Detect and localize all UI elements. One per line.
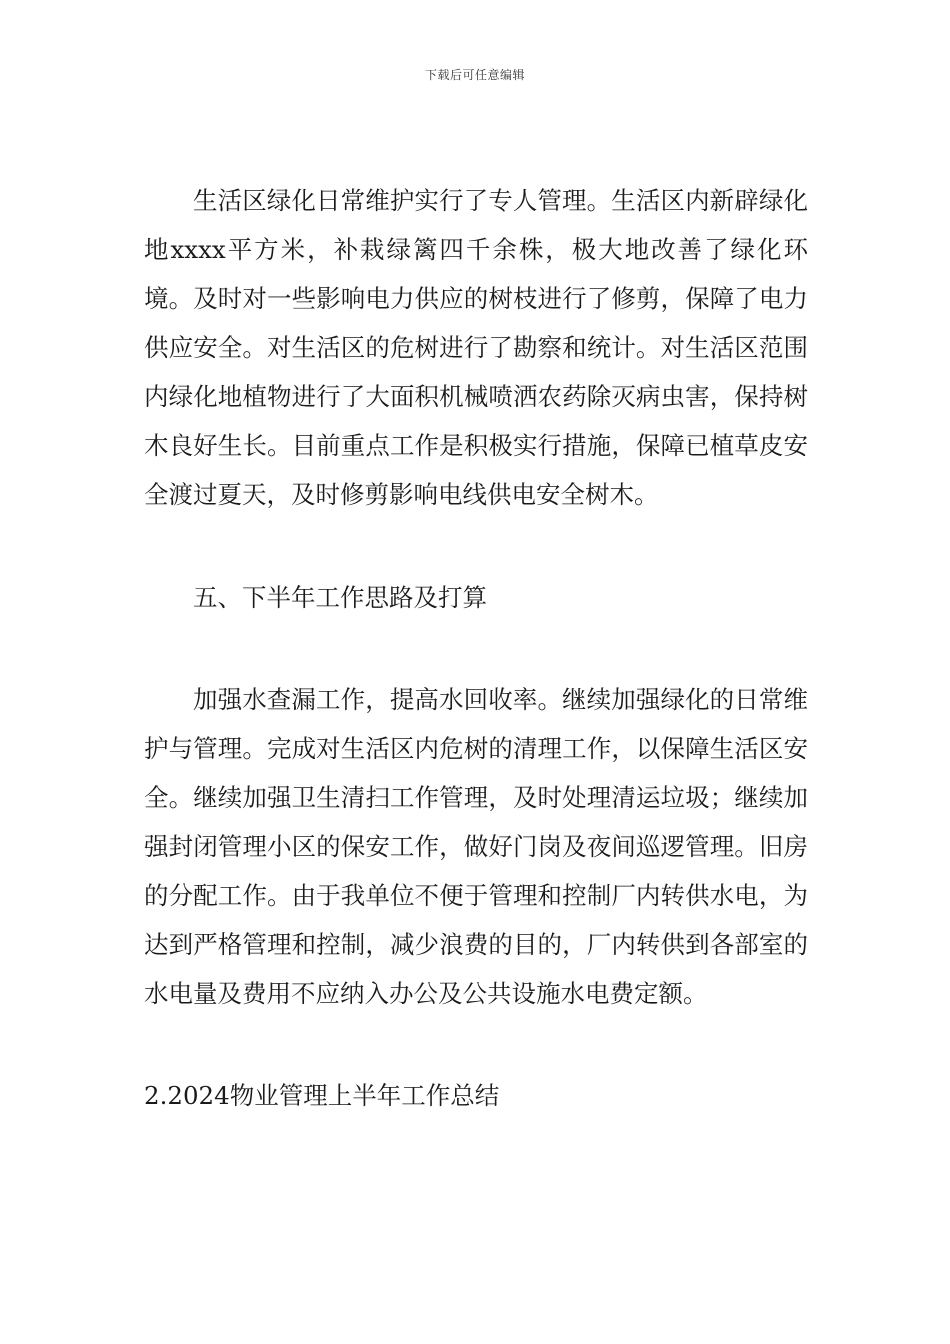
spacer	[144, 519, 808, 573]
section-heading: 五、下半年工作思路及打算	[193, 583, 487, 612]
spacer	[144, 1018, 808, 1071]
paragraph-second-half-plan: 加强水查漏工作，提高水回收率。继续加强绿化的日常维护与管理。完成对生活区内危树的清理工作，以保障生活区安全。继续加强卫生清扫工作管理，及时处理清运垃圾；继续加强封闭管理小区的保安工作，做好门岗及夜间巡逻管理。旧房的分配工作。由于我单位不便于管理和控制厂内转供水电，为达到严格管理和控制，减少浪费的目的，厂内转供到各部室的水电量及费用不应纳入办公及公共设施水电费定额。	[144, 685, 808, 1008]
header-note: 下载后可任意编辑	[424, 68, 525, 82]
document-body	[144, 176, 808, 1120]
paragraph-greening-maintenance: 生活区绿化日常维护实行了专人管理。生活区内新辟绿化地xxxx平方米，补栽绿篱四千余株，极大地改善了绿化环境。及时对一些影响电力供应的树枝进行了修剪，保障了电力供应安全。对生活区的危树进行了勘察和统计。对生活区范围内绿化地植物进行了大面积机械喷洒农药除灭病虫害，保持树木良好生长。目前重点工作是积极实行措施，保障已植草皮安全渡过夏天，及时修剪影响电线供电安全树木。	[144, 186, 808, 509]
spacer	[144, 622, 808, 675]
next-section-title: 2.2024物业管理上半年工作总结	[144, 1081, 500, 1110]
